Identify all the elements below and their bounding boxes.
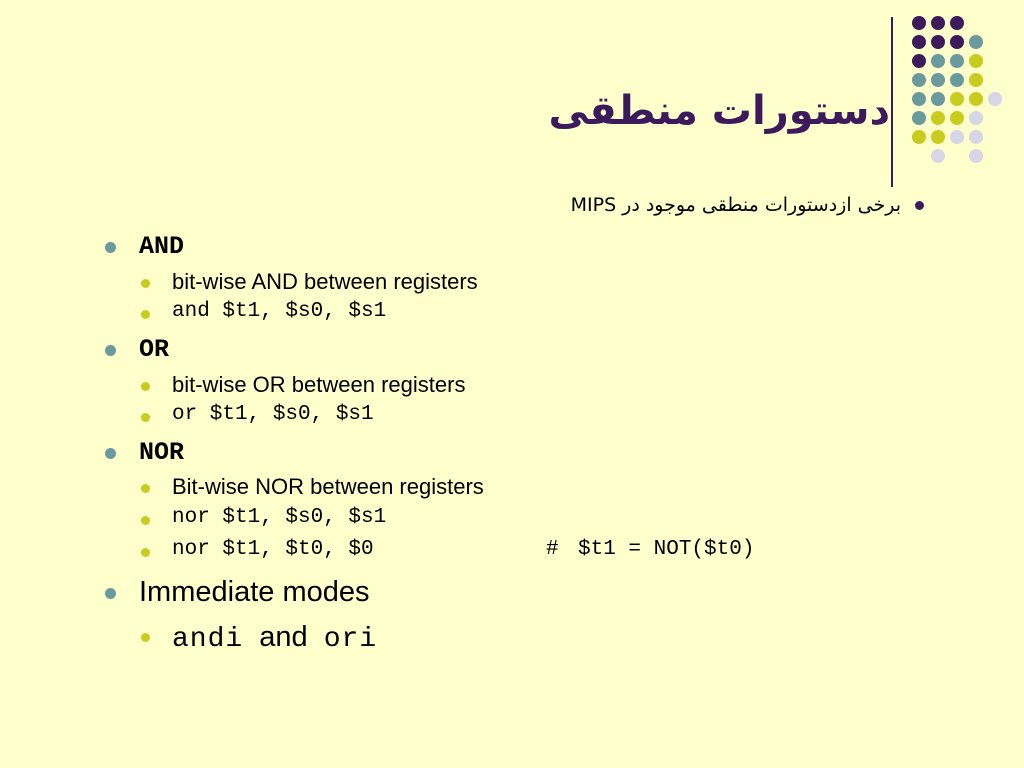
decorative-dot (950, 54, 964, 68)
decorative-dot (950, 73, 964, 87)
sub-bullet (141, 516, 150, 525)
intro-text: برخی ازدستورات منطقی موجود در MIPS (570, 194, 901, 216)
item-nor-code-1: nor $t1, $s0, $s1 (172, 506, 387, 529)
decorative-dot (912, 35, 926, 49)
sub-bullet (141, 413, 150, 422)
intro-rtl-line (571, 194, 924, 216)
bullet-immediate (105, 588, 116, 599)
decorative-dot (969, 149, 983, 163)
decorative-dot (969, 130, 983, 144)
decorative-dot (950, 16, 964, 30)
code-ori: ori (323, 624, 378, 655)
decorative-dot (969, 111, 983, 125)
item-or-code: or $t1, $s0, $s1 (172, 403, 374, 426)
title-divider-line (891, 17, 893, 187)
decorative-dot (912, 130, 926, 144)
decorative-dot (931, 149, 945, 163)
code-andi: andi (172, 624, 244, 655)
decorative-dot (912, 111, 926, 125)
item-or-desc: bit-wise OR between registers (172, 372, 466, 397)
decorative-dot (931, 54, 945, 68)
decorative-dot (931, 92, 945, 106)
item-nor-label: NOR (139, 438, 185, 467)
decorative-dot (950, 130, 964, 144)
item-and-label: AND (139, 232, 185, 261)
item-or-label: OR (139, 335, 170, 364)
comment-text: $t1 = NOT($t0) (578, 538, 755, 561)
decorative-dot (912, 16, 926, 30)
decorative-dot (969, 92, 983, 106)
slide-title: دستورات منطقی (548, 88, 890, 134)
decorative-dot (912, 54, 926, 68)
intro-bullet (915, 201, 924, 210)
decorative-dot (969, 35, 983, 49)
decorative-dot (950, 92, 964, 106)
item-nor-desc: Bit-wise NOR between registers (172, 474, 484, 499)
decorative-dot (931, 130, 945, 144)
decorative-dot (931, 73, 945, 87)
sub-bullet (141, 633, 150, 642)
sub-bullet (141, 548, 150, 557)
comment-hash: # (546, 538, 559, 561)
sub-bullet (141, 382, 150, 391)
item-and-desc: bit-wise AND between registers (172, 269, 478, 294)
decorative-dot (950, 111, 964, 125)
decorative-dot (969, 73, 983, 87)
decorative-dot (950, 35, 964, 49)
decorative-dot (969, 54, 983, 68)
bullet-nor (105, 448, 116, 459)
bullet-and (105, 242, 116, 253)
decorative-dot (931, 16, 945, 30)
decorative-dot (912, 73, 926, 87)
bullet-or (105, 345, 116, 356)
decorative-dot (988, 92, 1002, 106)
sub-bullet (141, 310, 150, 319)
decorative-dot (931, 35, 945, 49)
item-nor-code-2: nor $t1, $t0, $0 (172, 538, 374, 561)
word-and: and (259, 621, 308, 653)
sub-bullet (141, 279, 150, 288)
decorative-dot (931, 111, 945, 125)
item-immediate-label: Immediate modes (139, 576, 370, 608)
sub-bullet (141, 484, 150, 493)
item-immediate-line (172, 621, 377, 655)
item-and-code: and $t1, $s0, $s1 (172, 300, 387, 323)
decorative-dot (912, 92, 926, 106)
